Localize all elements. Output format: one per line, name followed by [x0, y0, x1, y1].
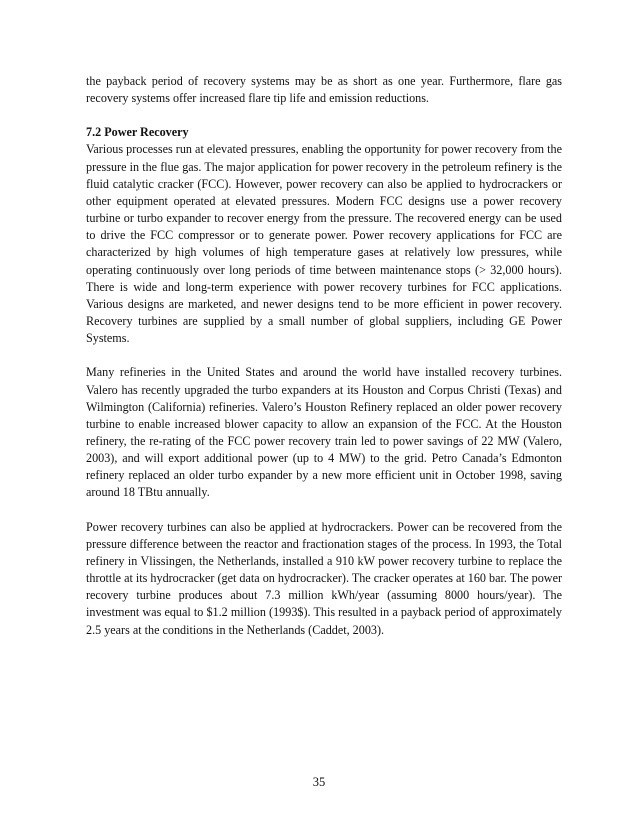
body-paragraph-1: Various processes run at elevated pressures, enabling the opportunity for power recovery from the pressure in the flue gas. The major application for power recovery in the petroleum refinery is the fluid catalytic cracker (FCC). However, power recovery can also be applied to hydrocrackers or other equipment operated at elevated pressures. Modern FCC designs use a power recovery turbine or turbo expander to recover energy from the pressure. The recovered energy can be used to drive the FCC compressor or to generate power. Power recovery applications for FCC are characterized by high volumes of high temperature gases at relatively low pressures, while operating continuously over long periods of time between maintenance stops (> 32,000 hours). There is wide and long-term experience with power recovery turbines for FCC applications. Various designs are marketed, and newer designs tend to be more efficient in power recovery. Recovery turbines are supplied by a small number of global suppliers, including GE Power Systems.: [86, 142, 562, 346]
page-body: [86, 73, 562, 639]
page-number: 35: [312, 775, 326, 789]
intro-paragraph: the payback period of recovery systems may be as short as one year. Furthermore, flare gas recovery systems offer increased flare tip life and emission reductions.: [86, 74, 562, 106]
body-paragraph-3: Power recovery turbines can also be applied at hydrocrackers. Power can be recovered from the pressure difference between the reactor and fractionation stages of the process. In 1993, the Total refinery in Vlissingen, the Netherlands, installed a 910 kW power recovery turbine to replace the throttle at its hydrocracker (get data on hydrocracker). The cracker operates at 160 bar. The power recovery turbine produces about 7.3 million kWh/year (assuming 8000 hours/year). The investment was equal to $1.2 million (1993$). This resulted in a payback period of approximately 2.5 years at the conditions in the Netherlands (Caddet, 2003).: [86, 519, 562, 637]
section-heading: 7.2 Power Recovery: [86, 125, 189, 140]
paragraph-spacer: [86, 502, 562, 519]
paragraph-spacer: [86, 107, 562, 124]
body-paragraph-2: Many refineries in the United States and around the world have installed recovery turbines. Valero has recently upgraded the turbo expanders at its Houston and Corpus Christi (Texas) and Wilmington (California) refineries. Valero’s Houston Refinery replaced an older power recovery turbine to enable increased blower capacity to allow an expansion of the FCC. At the Houston refinery, the re-rating of the FCC power recovery train led to power savings of 22 MW (Valero, 2003), and will export additional power (up to 4 MW) to the grid. Petro Canada’s Edmonton refinery replaced an older turbo expander by a new more efficient unit in October 1998, saving around 18 TBtu annually.: [86, 365, 562, 500]
paragraph-spacer: [86, 347, 562, 364]
